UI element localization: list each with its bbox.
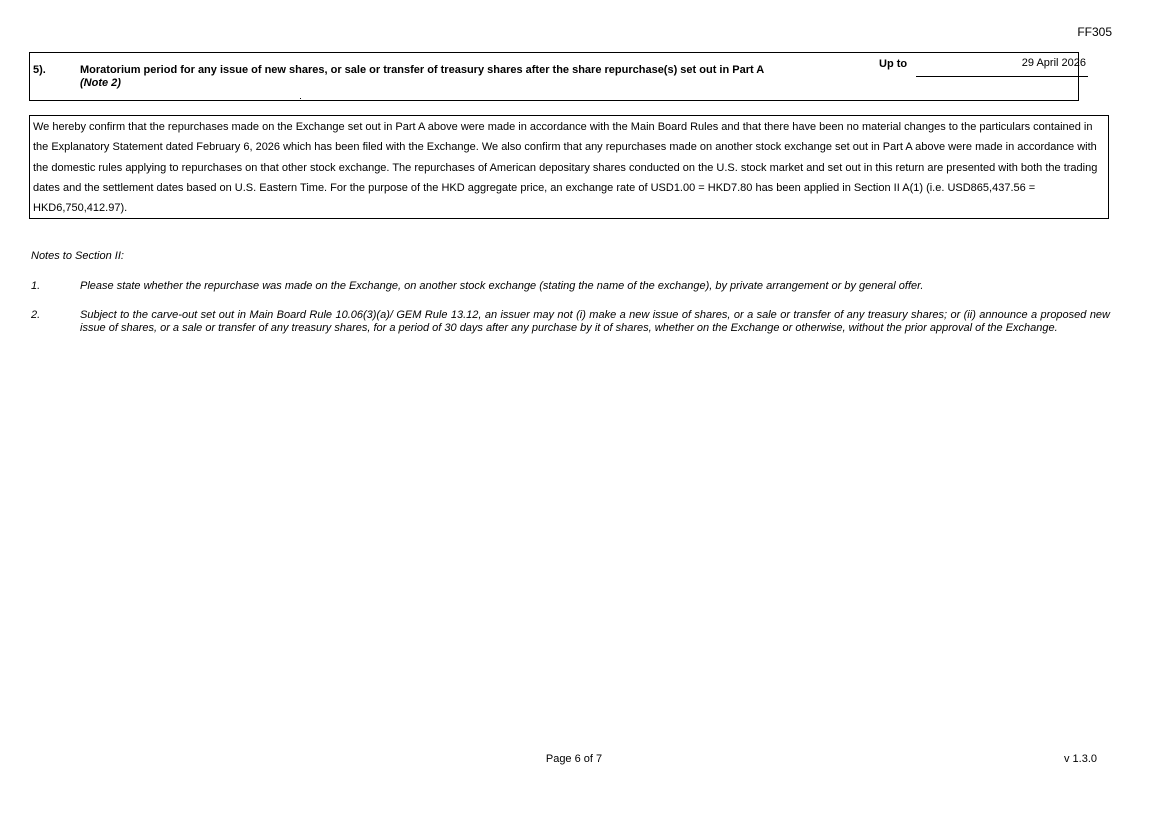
- moratorium-section: [29, 52, 1086, 101]
- stray-dot: [300, 98, 301, 99]
- note-number: 2.: [31, 309, 41, 321]
- section-title-text: Moratorium period for any issue of new shares, or sale or transfer of treasury shares after the share repurchase(s) set out in Part A: [80, 64, 765, 76]
- section-title: [80, 64, 880, 90]
- note-number: 1.: [31, 280, 41, 292]
- up-to-label: Up to: [879, 58, 908, 70]
- section-note-ref: (Note 2): [80, 77, 121, 89]
- confirmation-statement: We hereby confirm that the repurchases made on the Exchange set out in Part A above were made in accordance with the Main Board Rules and that there have been no material changes to the particulars contained in the Explanatory Statement dated February 6, 2026 which has been filed with the Exchange. We also confirm that any repurchases made on another stock exchange set out in Part A above were made in accordance with the domestic rules applying to repurchases on that other stock exchange. The repurchases of American depositary shares conducted on the U.S. stock market and set out in this return are presented with both the trading dates and the settlement dates based on U.S. Eastern Time. For the purpose of the HKD aggregate price, an exchange rate of USD1.00 = HKD7.80 has been applied in Section II A(1) (i.e. USD865,437.56 = HKD6,750,412.97).: [29, 115, 1109, 219]
- notes-title: Notes to Section II:: [31, 250, 124, 262]
- version-label: v 1.3.0: [1063, 753, 1097, 765]
- form-code: FF305: [1077, 25, 1112, 39]
- section-number: 5).: [33, 64, 46, 76]
- note-text: Subject to the carve-out set out in Main Board Rule 10.06(3)(a)/ GEM Rule 13.12, an issuer may not (i) make a new issue of shares, or a sale or transfer of any treasury shares; or (ii) announce a proposed new issue of shares, or a sale or transfer of any treasury shares, for a period of 30 days after any purchase by it of shares, whether on the Exchange or otherwise, without the prior approval of the Exchange.: [80, 309, 1110, 334]
- note-text: Please state whether the repurchase was made on the Exchange, on another stock exchange (stating the name of the exchange), by private arrangement or by general offer.: [80, 280, 924, 292]
- page-number: Page 6 of 7: [545, 753, 603, 765]
- moratorium-date-field: 29 April 2026: [916, 57, 1088, 77]
